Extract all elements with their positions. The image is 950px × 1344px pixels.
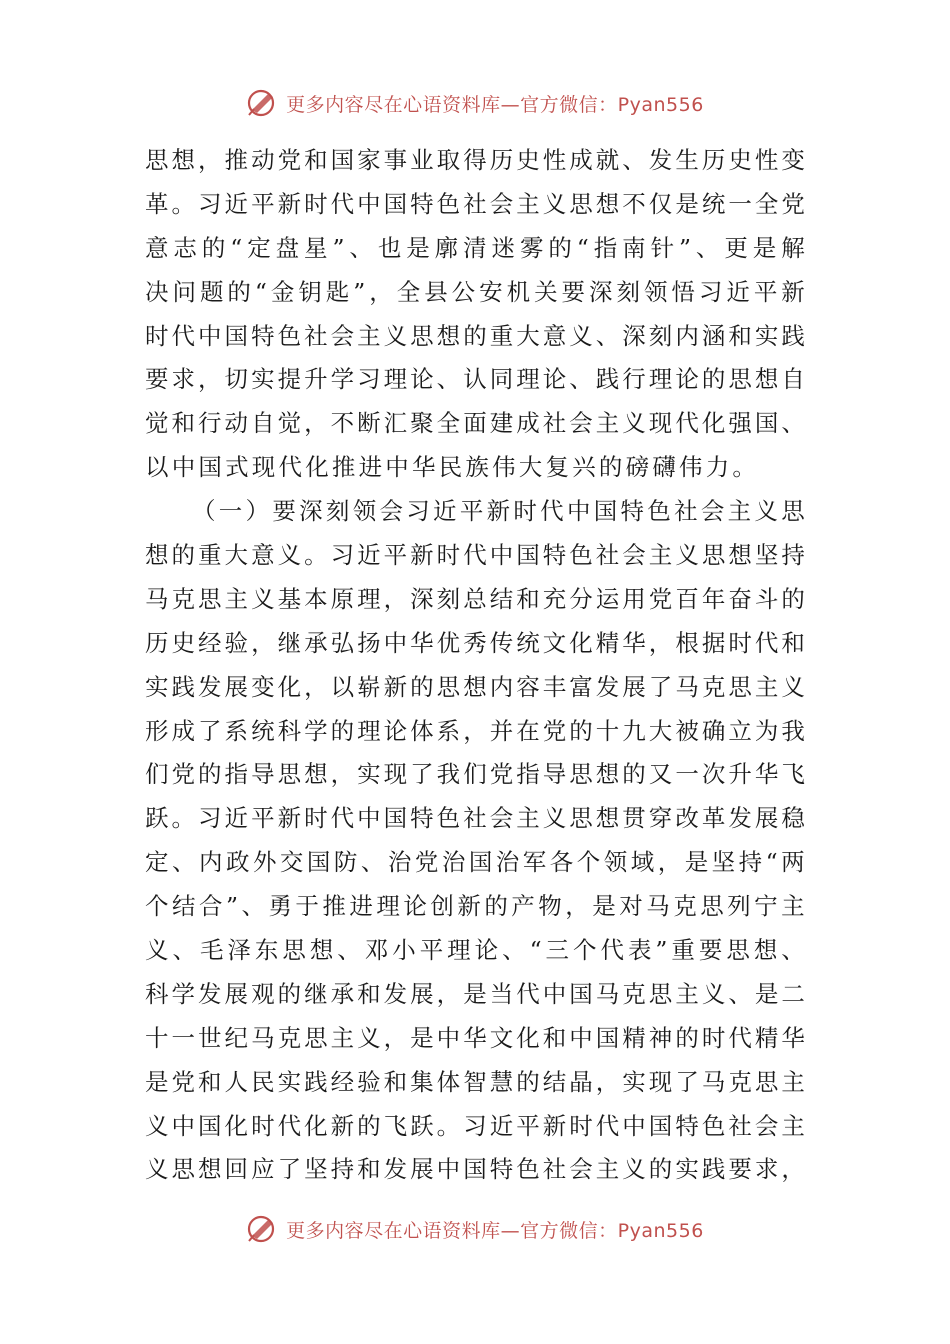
paragraph-2-line: 实 践 发 展 变 化 ， 以 崭 新 的 思 想 内 容 丰 富 发 展 了 马 克 思 主 义: [145, 672, 805, 701]
pen-logo-icon: [246, 1214, 280, 1244]
watermark-text: 更多内容尽在心语资料库—官方微信：Pyan556: [286, 93, 704, 116]
paragraph-2-line: 十 一 世 纪 马 克 思 主 义 ， 是 中 华 文 化 和 中 国 精 神 的 时 代 精 华: [145, 1023, 805, 1052]
paragraph-1-line: 意 志 的 “ 定 盘 星 ” 、 也 是 廓 清 迷 雾 的 “ 指 南 针 ” 、 更 是 解: [145, 233, 805, 262]
paragraph-2-line: 科 学 发 展 观 的 继 承 和 发 展 ， 是 当 代 中 国 马 克 思 主 义 、 是 二: [145, 979, 805, 1008]
paragraph-2-line: 马 克 思 主 义 基 本 原 理 ， 深 刻 总 结 和 充 分 运 用 党 百 年 奋 斗 的: [145, 584, 805, 613]
paragraph-2-line: 跃 。 习 近 平 新 时 代 中 国 特 色 社 会 主 义 思 想 贯 穿 改 革 发 展 稳: [145, 804, 805, 833]
paragraph-2-line: 义 中 国 化 时 代 化 新 的 飞 跃 。 习 近 平 新 时 代 中 国 特 色 社 会 主: [145, 1111, 805, 1140]
document-body: [145, 139, 805, 1192]
paragraph-2-line: 义 思 想 回 应 了 坚 持 和 发 展 中 国 特 色 社 会 主 义 的 实 践 要 求 ，: [145, 1155, 805, 1184]
footer-watermark: [0, 1214, 950, 1244]
watermark-text: 更多内容尽在心语资料库—官方微信：Pyan556: [286, 1219, 704, 1242]
paragraph-2-line: （ 一 ） 要 深 刻 领 会 习 近 平 新 时 代 中 国 特 色 社 会 主 义 思: [192, 497, 805, 526]
paragraph-2-line: 定 、 内 政 外 交 国 防 、 治 党 治 国 治 军 各 个 领 域 ， 是 坚 持 “ 两: [145, 848, 805, 877]
paragraph-2-line: 个 结 合 ” 、 勇 于 推 进 理 论 创 新 的 产 物 ， 是 对 马 克 思 列 宁 主: [145, 892, 805, 921]
paragraph-1-line: 要 求 ， 切 实 提 升 学 习 理 论 、 认 同 理 论 、 践 行 理 论 的 思 想 自: [145, 365, 805, 394]
paragraph-1-line: 时 代 中 国 特 色 社 会 主 义 思 想 的 重 大 意 义 、 深 刻 内 涵 和 实 践: [145, 321, 805, 350]
paragraph-1-line: 以中国式现代化推进中华民族伟大复兴的磅礴伟力。: [145, 453, 760, 482]
paragraph-2-line: 们 党 的 指 导 思 想 ， 实 现 了 我 们 党 指 导 思 想 的 又 一 次 升 华 飞: [145, 760, 805, 789]
paragraph-1-line: 革 。 习 近 平 新 时 代 中 国 特 色 社 会 主 义 思 想 不 仅 是 统 一 全 党: [145, 189, 805, 218]
pen-logo-icon: [246, 88, 280, 118]
paragraph-2-line: 想 的 重 大 意 义 。 习 近 平 新 时 代 中 国 特 色 社 会 主 义 思 想 坚 持: [145, 541, 805, 570]
header-watermark: [0, 88, 950, 118]
paragraph-1-line: 觉 和 行 动 自 觉 ， 不 断 汇 聚 全 面 建 成 社 会 主 义 现 代 化 强 国 、: [145, 409, 805, 438]
paragraph-2-line: 形 成 了 系 统 科 学 的 理 论 体 系 ， 并 在 党 的 十 九 大 被 确 立 为 我: [145, 716, 805, 745]
paragraph-1-line: 决 问 题 的 “ 金 钥 匙 ” ， 全 县 公 安 机 关 要 深 刻 领 悟 习 近 平 新: [145, 277, 805, 306]
paragraph-2-line: 历 史 经 验 ， 继 承 弘 扬 中 华 优 秀 传 统 文 化 精 华 ， 根 据 时 代 和: [145, 628, 805, 657]
paragraph-2-line: 是 党 和 人 民 实 践 经 验 和 集 体 智 慧 的 结 晶 ， 实 现 了 马 克 思 主: [145, 1067, 805, 1096]
paragraph-2-line: 义 、 毛 泽 东 思 想 、 邓 小 平 理 论 、 “ 三 个 代 表 ” 重 要 思 想 、: [145, 936, 805, 965]
paragraph-1-line: 思 想 ， 推 动 党 和 国 家 事 业 取 得 历 史 性 成 就 、 发 生 历 史 性 变: [145, 146, 805, 174]
